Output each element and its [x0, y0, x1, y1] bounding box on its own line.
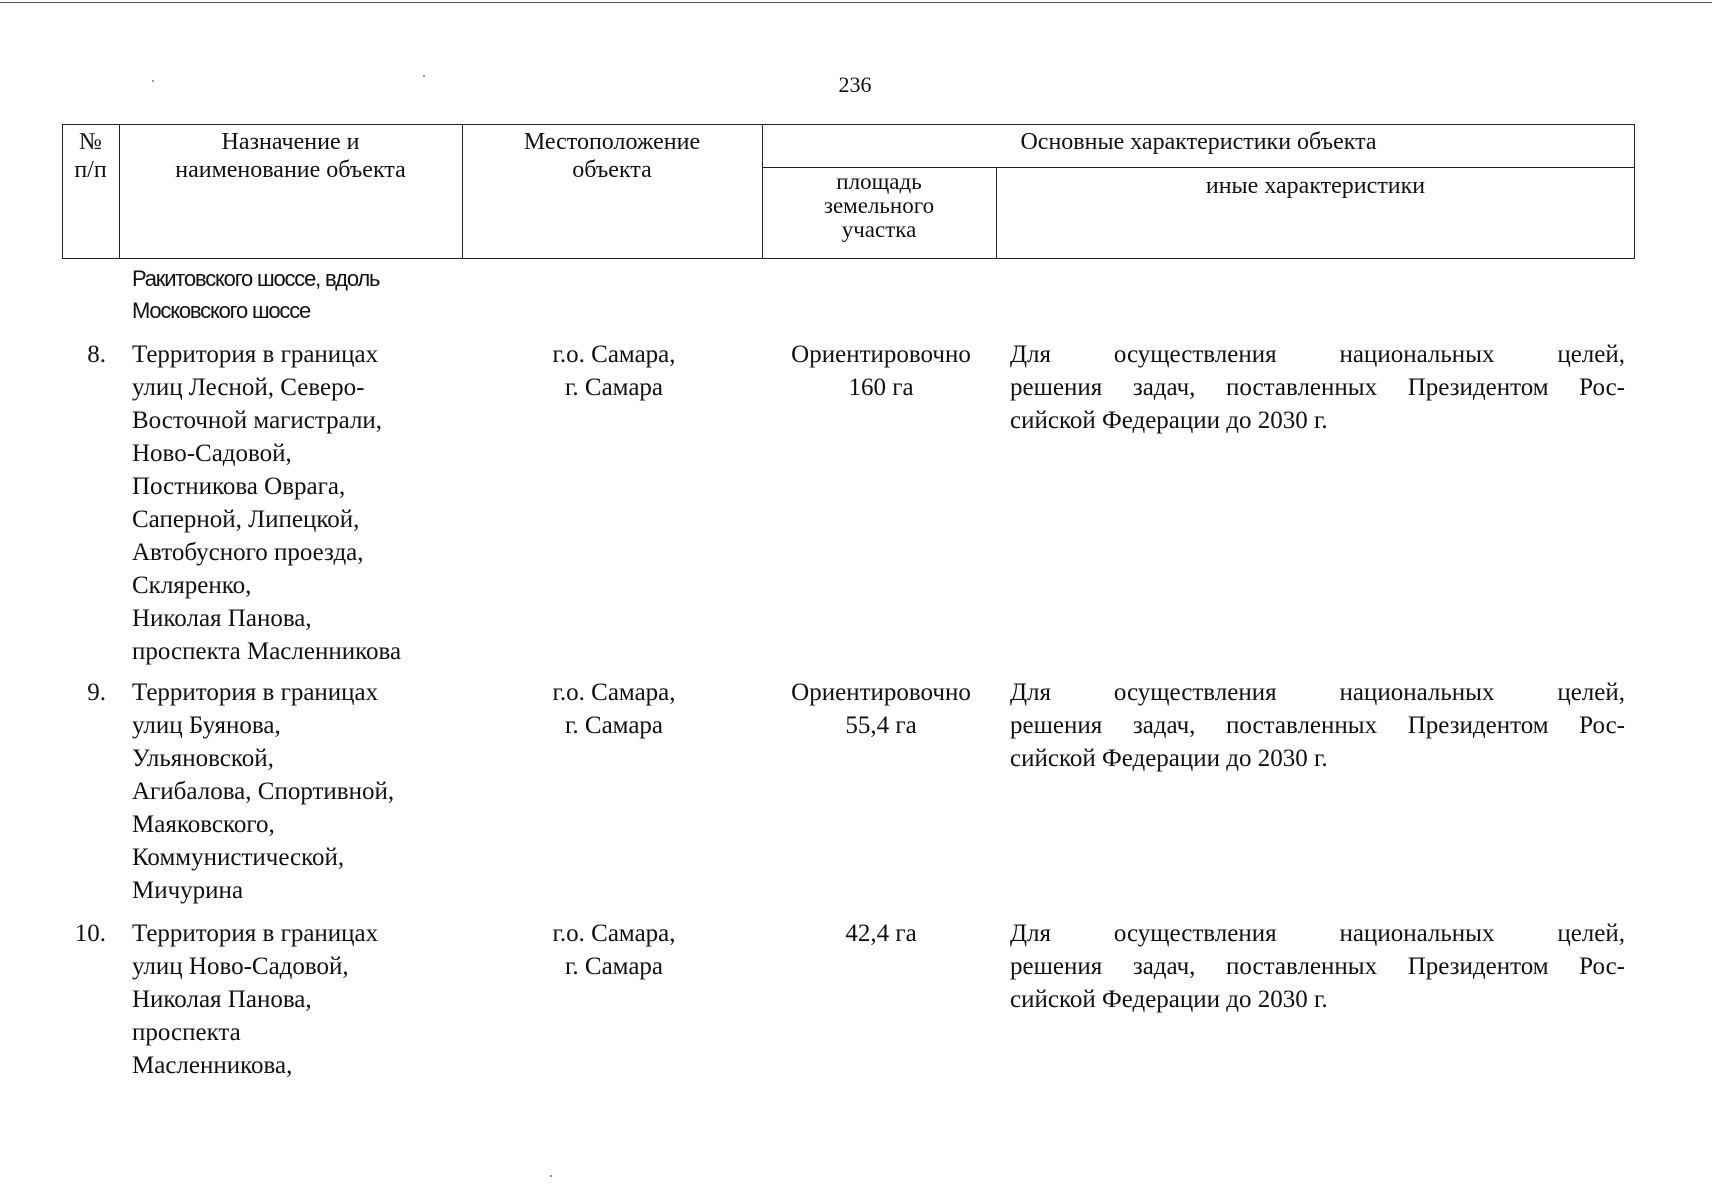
- header-col-number: [62, 128, 119, 184]
- page-number: 236: [838, 72, 872, 97]
- row-area: [766, 917, 996, 950]
- name-line: Скляренко,: [132, 572, 252, 599]
- row-name: [132, 917, 462, 1082]
- name-line: Коммунистической,: [132, 844, 345, 871]
- name-line: Автобусного проезда,: [132, 539, 364, 566]
- row-area: [766, 676, 996, 742]
- header-col-other: [996, 172, 1635, 200]
- area-line: Ориентировочно: [791, 341, 971, 368]
- header-text: наименование объекта: [175, 157, 406, 183]
- header-col-location: [462, 128, 762, 184]
- continuation-line: Московского шоссе: [132, 298, 311, 323]
- header-col-name: [119, 128, 462, 184]
- row-name: [132, 338, 462, 668]
- header-text: Местоположение: [523, 129, 701, 155]
- location-line: г. Самара: [564, 953, 664, 980]
- row-location: [466, 676, 762, 742]
- other-line: Для осуществления национальных целей,: [1010, 341, 1625, 368]
- header-subdivider: [762, 167, 1635, 168]
- row-location: [466, 338, 762, 404]
- header-text: №: [79, 129, 102, 155]
- name-line: проспекта: [132, 1019, 241, 1046]
- header-col-main-group: [762, 128, 1635, 156]
- location-line: г.о. Самара,: [552, 920, 676, 947]
- header-text: п/п: [74, 157, 107, 183]
- row-number: 8.: [87, 341, 106, 368]
- name-line: Ульяновской,: [132, 745, 274, 772]
- other-line: сийской Федерации до 2030 г.: [1010, 745, 1328, 772]
- other-line: решения задач, поставленных Президентом Рос-: [1010, 374, 1625, 401]
- name-line: Николая Панова,: [132, 605, 312, 632]
- other-line: сийской Федерации до 2030 г.: [1010, 407, 1328, 434]
- location-line: г. Самара: [564, 374, 664, 401]
- scan-artifact-dot: [152, 80, 154, 82]
- header-text: земельного: [823, 193, 935, 218]
- name-line: Восточной магистрали,: [132, 407, 383, 434]
- other-line: Для осуществления национальных целей,: [1010, 920, 1625, 947]
- name-line: Постникова Оврага,: [132, 473, 346, 500]
- location-line: г. Самара: [564, 712, 664, 739]
- continuation-text: [132, 263, 379, 327]
- header-text: иные характеристики: [1205, 173, 1426, 199]
- other-line: решения задач, поставленных Президентом Рос-: [1010, 953, 1625, 980]
- other-line: решения задач, поставленных Президентом Рос-: [1010, 712, 1625, 739]
- area-line: Ориентировочно: [791, 679, 971, 706]
- area-line: 55,4 га: [845, 712, 917, 739]
- header-text: Назначение и: [221, 129, 360, 155]
- name-line: улиц Буянова,: [132, 712, 281, 739]
- name-line: Николая Панова,: [132, 986, 312, 1013]
- name-line: Агибалова, Спортивной,: [132, 778, 395, 805]
- name-line: Ново-Садовой,: [132, 440, 292, 467]
- name-line: улиц Лесной, Северо-: [132, 374, 365, 401]
- other-line: сийской Федерации до 2030 г.: [1010, 986, 1328, 1013]
- header-text: Основные характеристики объекта: [1020, 129, 1377, 155]
- continuation-line: Ракитовского шоссе, вдоль: [132, 266, 380, 291]
- header-col-area: [762, 170, 996, 242]
- row-location: [466, 917, 762, 983]
- row-area: [766, 338, 996, 404]
- area-line: 160 га: [848, 374, 914, 401]
- name-line: Масленникова,: [132, 1052, 293, 1079]
- row-other-characteristics: [1010, 676, 1625, 775]
- scan-artifact-dot: [550, 1175, 552, 1177]
- other-line: Для осуществления национальных целей,: [1010, 679, 1625, 706]
- name-line: Территория в границах: [132, 679, 379, 706]
- scan-artifact-dot: [423, 75, 425, 77]
- header-text: объекта: [572, 157, 652, 183]
- row-name: [132, 676, 462, 907]
- name-line: улиц Ново-Садовой,: [132, 953, 349, 980]
- row-number: 9.: [87, 679, 106, 706]
- name-line: Мичурина: [132, 877, 244, 904]
- header-text: участка: [841, 217, 917, 242]
- header-text: площадь: [836, 169, 922, 194]
- name-line: Территория в границах: [132, 920, 379, 947]
- row-other-characteristics: [1010, 338, 1625, 437]
- location-line: г.о. Самара,: [552, 341, 676, 368]
- location-line: г.о. Самара,: [552, 679, 676, 706]
- name-line: Территория в границах: [132, 341, 379, 368]
- name-line: Саперной, Липецкой,: [132, 506, 360, 533]
- name-line: проспекта Масленникова: [132, 638, 402, 665]
- row-number: 10.: [74, 920, 106, 947]
- area-line: 42,4 га: [845, 920, 917, 947]
- name-line: Маяковского,: [132, 811, 275, 838]
- row-other-characteristics: [1010, 917, 1625, 1016]
- scan-top-edge: [0, 2, 1712, 3]
